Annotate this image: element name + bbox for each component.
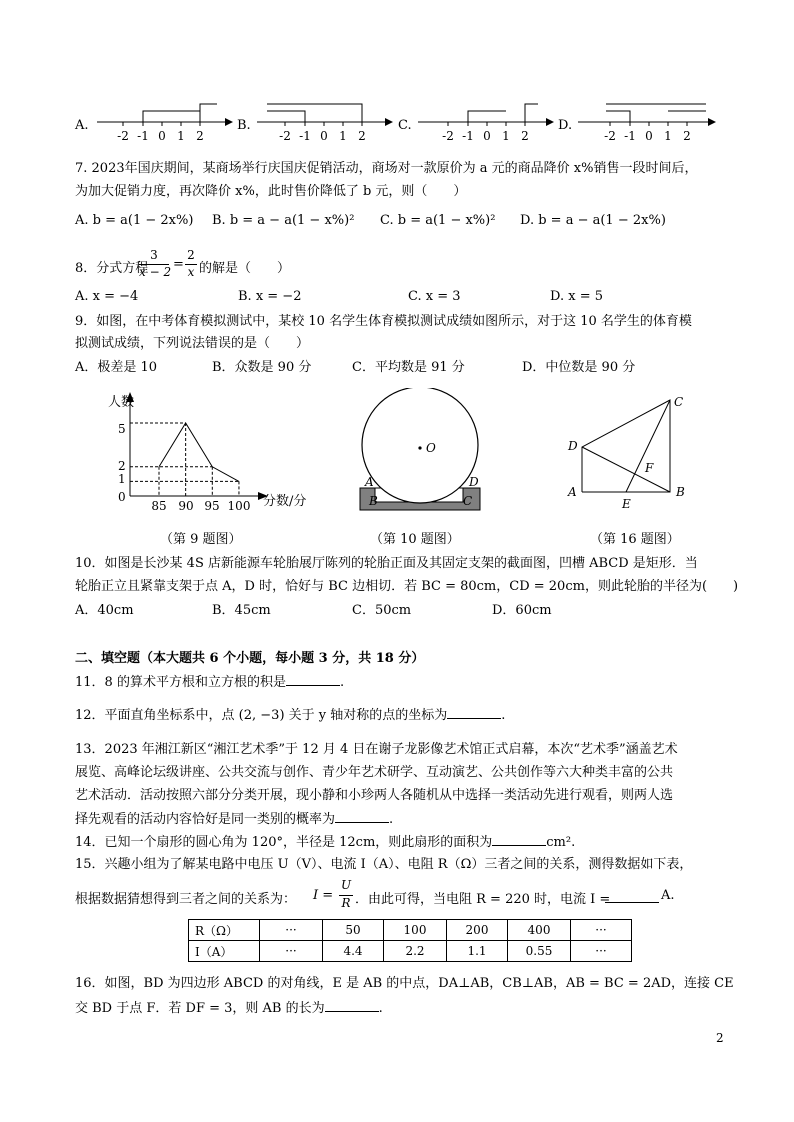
q13-text: 择先观看的活动内容恰好是同一类别的概率为 (75, 812, 336, 827)
table-cell: ··· (260, 920, 323, 941)
tick-label: 0 (320, 129, 328, 143)
tick-label: -1 (624, 129, 636, 143)
q10-option-c: C．50cm (352, 603, 412, 618)
q12-end: . (501, 708, 506, 723)
q10-option-b: B．45cm (212, 603, 271, 618)
q16-end: . (378, 1001, 383, 1016)
label-e: E (622, 497, 631, 511)
tick-label: 2 (196, 129, 204, 143)
formula-num: U (340, 878, 352, 892)
tick-label: -1 (299, 129, 311, 143)
tick-label: 1 (502, 129, 510, 143)
ytick-2: 2 (118, 459, 126, 473)
tick-label: 1 (177, 129, 185, 143)
tick-label: 0 (483, 129, 491, 143)
q10-option-a: A．40cm (75, 603, 134, 618)
q16-text: 交 BD 于点 F．若 DF = 3，则 AB 的长为 (75, 1001, 325, 1016)
q9-option-c: C．平均数是 91 分 (352, 360, 465, 375)
q12 (75, 706, 505, 725)
ylabel: 人数 (108, 395, 135, 410)
ytick-5: 5 (118, 422, 126, 436)
xtick-100: 100 (227, 499, 251, 513)
tick-label: -1 (137, 129, 149, 143)
q9-line2: 拟测试成绩，下列说法错误的是（ ） (75, 336, 310, 351)
option-a-label: A. (75, 118, 89, 133)
table-cell: I（A） (189, 941, 260, 962)
number-line-a (95, 100, 235, 145)
q16-line2 (75, 999, 383, 1018)
label-f: F (645, 461, 654, 475)
q14-answer-blank[interactable] (492, 833, 546, 846)
frac2-num: 2 (187, 248, 195, 262)
q8-equals: = (173, 257, 184, 272)
xtick-95: 95 (204, 499, 220, 513)
tick-label: 2 (683, 129, 691, 143)
q13-line1: 13．2023 年湘江新区“湘江艺术季”于 12 月 4 日在谢子龙影像艺术馆正式启幕，本次“艺术季”涵盖艺术 (75, 742, 678, 757)
table-cell: 100 (384, 920, 447, 941)
tick-label: 2 (358, 129, 366, 143)
q11-text: 11．8 的算术平方根和立方根的积是 (75, 675, 286, 690)
fig10-caption: （第 10 题图） (370, 532, 460, 547)
xtick-85: 85 (151, 499, 167, 513)
number-line-d (576, 100, 721, 145)
q14-end: cm². (546, 835, 576, 850)
number-line-c (416, 100, 556, 145)
table-cell: ··· (571, 920, 632, 941)
q16-answer-blank[interactable] (325, 999, 379, 1012)
tick-label: -2 (279, 129, 291, 143)
q15-line1: 15．兴趣小组为了解某电路中电压 U（V）、电流 I（A）、电阻 R（Ω）三者之间的关系，测得数据如下表， (75, 857, 693, 872)
q11-answer-blank[interactable] (286, 673, 340, 686)
fig9-caption: （第 9 题图） (160, 532, 242, 547)
label-b: B (369, 494, 378, 508)
label-c: C (463, 494, 473, 508)
origin-label: 0 (118, 490, 126, 504)
formula-den: R (341, 896, 351, 910)
table-cell: 2.2 (384, 941, 447, 962)
q15-line2-pre: 根据数据猜想得到三者之间的关系为： (75, 892, 297, 907)
frac1-num: 3 (150, 248, 158, 262)
q9-line1: 9．如图，在中考体育模拟测试中，某校 10 名学生体育模拟测试成绩如图所示，对于这 10 名学生的体育模 (75, 314, 692, 329)
option-b-label: B. (237, 118, 251, 133)
table-cell: 200 (447, 920, 508, 941)
label-d: D (568, 439, 578, 453)
q15-data-table (188, 919, 632, 962)
q15-end: A. (661, 888, 675, 903)
q12-answer-blank[interactable] (447, 706, 501, 719)
q14 (75, 833, 575, 852)
q15-line2-post: ．由此可得，当电阻 R = 220 时，电流 I = (355, 892, 611, 907)
tick-label: 0 (645, 129, 653, 143)
q8-option-c: C. x = 3 (408, 289, 461, 304)
q13-end: . (389, 812, 394, 827)
q13-line4 (75, 810, 393, 829)
q13-line3: 艺术活动．活动按照六部分分类开展，现小静和小珍两人各随机从中选择一类活动先进行观看，则两人选 (75, 788, 674, 803)
q12-text: 12．平面直角坐标系中，点 (2, −3) 关于 y 轴对称的点的坐标为 (75, 708, 448, 723)
center-dot (418, 446, 421, 449)
tick-label: 1 (664, 129, 672, 143)
q10-option-d: D．60cm (492, 603, 552, 618)
q13-answer-blank[interactable] (335, 810, 389, 823)
frac1-den: x − 2 (139, 265, 172, 279)
q7-option-a: A. b = a(1 − 2x%) (75, 213, 194, 228)
q16-line1: 16．如图，BD 为四边形 ABCD 的对角线，E 是 AB 的中点，DA⊥AB，CB⊥AB，AB = BC = 2AD，连接 CE (75, 976, 734, 991)
table-cell: 4.4 (323, 941, 384, 962)
number-line-b (255, 100, 395, 145)
q15-answer-blank[interactable] (605, 890, 659, 903)
q10-line1: 10．如图是长沙某 4S 店新能源车轮胎展厅陈列的轮胎正面及其固定支架的截面图，凹槽 ABCD 是矩形．当 (75, 556, 698, 571)
fig16-caption: （第 16 题图） (590, 532, 680, 547)
q7-option-c: C. b = a(1 − x%)² (380, 213, 496, 228)
label-o: O (426, 441, 436, 455)
tick-label: 1 (339, 129, 347, 143)
tick-label: -2 (442, 129, 454, 143)
formula-lhs: I = (313, 888, 334, 903)
table-cell: 50 (323, 920, 384, 941)
label-a: A (568, 485, 577, 499)
frequency-line (159, 423, 239, 481)
table-cell: R（Ω） (189, 920, 260, 941)
tick-label: 0 (158, 129, 166, 143)
tick-label: -2 (117, 129, 129, 143)
q7-option-b: B. b = a − a(1 − x%)² (212, 213, 355, 228)
figure-16 (560, 390, 700, 512)
q15-line2 (75, 878, 715, 914)
q10-line2: 轮胎正立且紧靠支架于点 A，D 时，恰好与 BC 边相切．若 BC = 80cm，CD = 20cm，则此轮胎的半径为( ) (75, 579, 739, 594)
option-c-label: C. (398, 118, 412, 133)
q8-prefix: 8．分式方程 (75, 261, 149, 276)
q7-line1: 7. 2023年国庆期间，某商场举行庆国庆促销活动，商场对一款原价为 a 元的商品降价 x%销售一段时间后， (75, 161, 698, 176)
table-cell: 0.55 (508, 941, 571, 962)
section-2-heading: 二、填空题（本大题共 6 个小题，每小题 3 分，共 18 分） (75, 651, 425, 666)
q7-line2: 为加大促销力度，再次降价 x%，此时售价降低了 b 元，则（ ） (75, 184, 467, 199)
q9-option-a: A．极差是 10 (75, 360, 158, 375)
tick-label: 2 (521, 129, 529, 143)
q11-end: . (339, 675, 345, 690)
q8-option-b: B. x = −2 (238, 289, 302, 304)
table-row (189, 941, 632, 962)
figure-9 (100, 388, 320, 516)
tick-label: -1 (462, 129, 474, 143)
page-number: 2 (716, 1031, 724, 1045)
table-row (189, 920, 632, 941)
xlabel: 分数/分 (263, 494, 307, 509)
q7-option-d: D. b = a − a(1 − 2x%) (520, 213, 666, 228)
label-d: D (469, 475, 479, 489)
option-d-label: D. (558, 118, 573, 133)
q8-option-d: D. x = 5 (550, 289, 603, 304)
label-c: C (674, 395, 684, 409)
figure-10 (355, 388, 495, 518)
q11 (75, 673, 344, 692)
q13-line2: 展览、高峰论坛级讲座、公共交流与创作、青少年艺术研学、互动演艺、公共创作等六大种类丰富的公共 (75, 765, 674, 780)
q8-suffix: 的解是（ ） (199, 261, 291, 276)
table-cell: 400 (508, 920, 571, 941)
frac2-den: x (187, 265, 195, 279)
q8-option-a: A. x = −4 (75, 289, 139, 304)
table-cell: ··· (260, 941, 323, 962)
table-cell: ··· (571, 941, 632, 962)
ytick-1: 1 (118, 472, 126, 486)
tick-label: -2 (604, 129, 616, 143)
table-cell: 1.1 (447, 941, 508, 962)
q9-option-b: B．众数是 90 分 (212, 360, 312, 375)
label-b: B (676, 485, 685, 499)
xtick-90: 90 (178, 499, 194, 513)
label-a: A (365, 475, 374, 489)
q9-option-d: D．中位数是 90 分 (522, 360, 636, 375)
q14-text: 14．已知一个扇形的圆心角为 120°，半径是 12cm，则此扇形的面积为 (75, 835, 493, 850)
